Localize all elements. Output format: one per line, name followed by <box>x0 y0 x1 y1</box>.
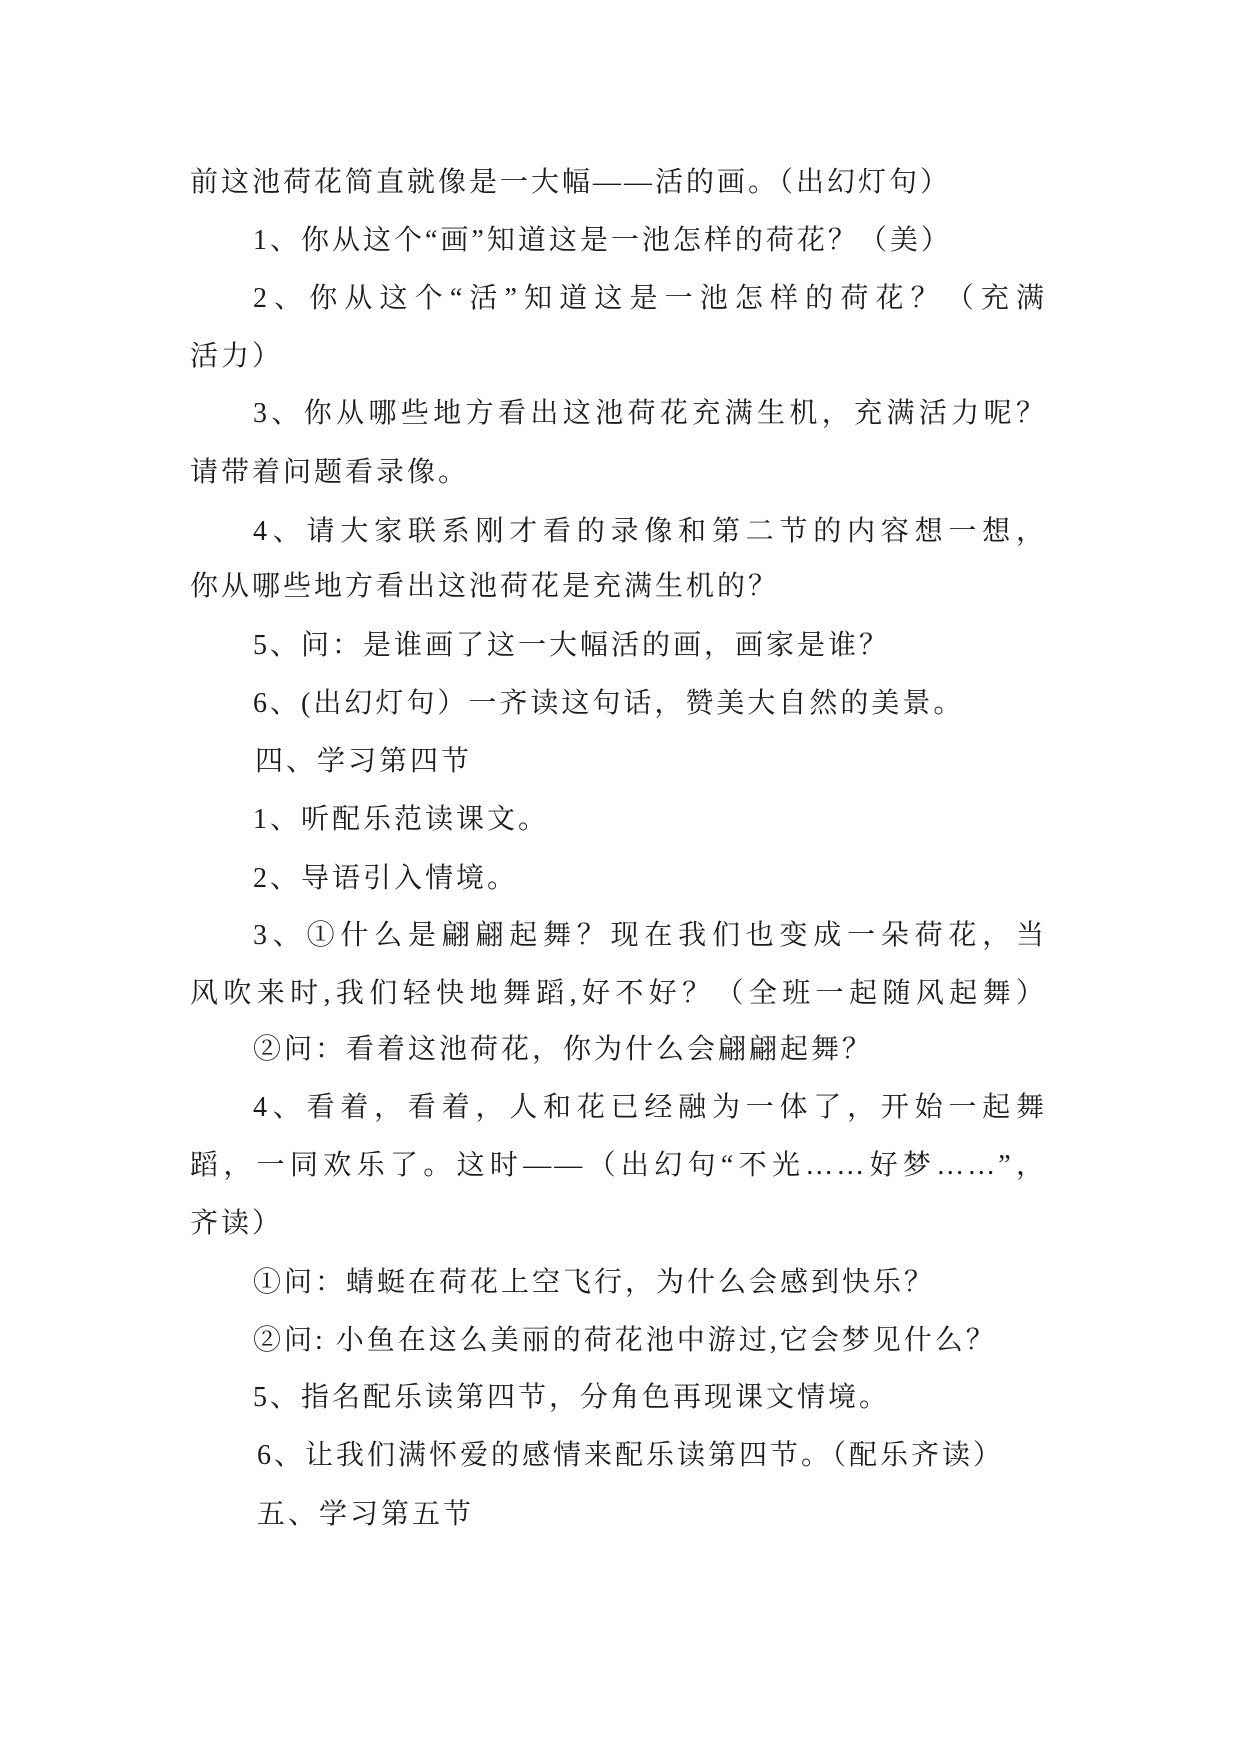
question-line: ①问：蜻蜓在荷花上空飞行，为什么会感到快乐？ <box>253 1267 936 1298</box>
text-line: 蹈，一同欢乐了。这时——（出幻句“不光……好梦……”， <box>190 1150 1047 1181</box>
text-line: 活力） <box>190 341 284 372</box>
question-line: 3、你从哪些地方看出这池荷花充满生机，充满活力呢？ <box>253 398 1047 429</box>
step-line: 4、看着，看着，人和花已经融为一体了，开始一起舞 <box>253 1092 1047 1123</box>
step-line: 5、指名配乐读第四节，分角色再现课文情境。 <box>253 1382 891 1413</box>
question-line: ②问：看着这池荷花，你为什么会翩翩起舞？ <box>253 1034 874 1065</box>
question-line: ②问: 小鱼在这么美丽的荷花池中游过,它会梦见什么？ <box>253 1325 997 1356</box>
step-line: 3、①什么是翩翩起舞？现在我们也变成一朵荷花，当 <box>253 920 1047 951</box>
step-line: 6、让我们满怀爱的感情来配乐读第四节。（配乐齐读） <box>257 1440 1005 1471</box>
step-line: 1、听配乐范读课文。 <box>253 804 550 835</box>
question-line: 5、问：是谁画了这一大幅活的画，画家是谁？ <box>253 630 891 661</box>
question-line: 6、(出幻灯句）一齐读这句话，赞美大自然的美景。 <box>253 688 965 719</box>
step-line: 2、导语引入情境。 <box>253 863 519 894</box>
text-line: 请带着问题看录像。 <box>190 457 470 488</box>
section-heading-4: 四、学习第四节 <box>255 746 473 777</box>
text-line: 你从哪些地方看出这池荷花是充满生机的？ <box>190 571 780 602</box>
question-line: 2、你从这个“活”知道这是一池怎样的荷花？（充满 <box>253 283 1047 314</box>
question-line: 1、你从这个“画”知道这是一池怎样的荷花？（美） <box>253 225 952 256</box>
text-line: 前这池荷花简直就像是一大幅——活的画。（出幻灯句） <box>190 167 952 198</box>
section-heading-5: 五、学习第五节 <box>257 1499 475 1530</box>
text-line: 风吹来时,我们轻快地舞蹈,好不好？（全班一起随风起舞） <box>190 978 1047 1009</box>
text-line: 齐读） <box>190 1208 284 1239</box>
question-line: 4、请大家联系刚才看的录像和第二节的内容想一想， <box>253 516 1047 547</box>
